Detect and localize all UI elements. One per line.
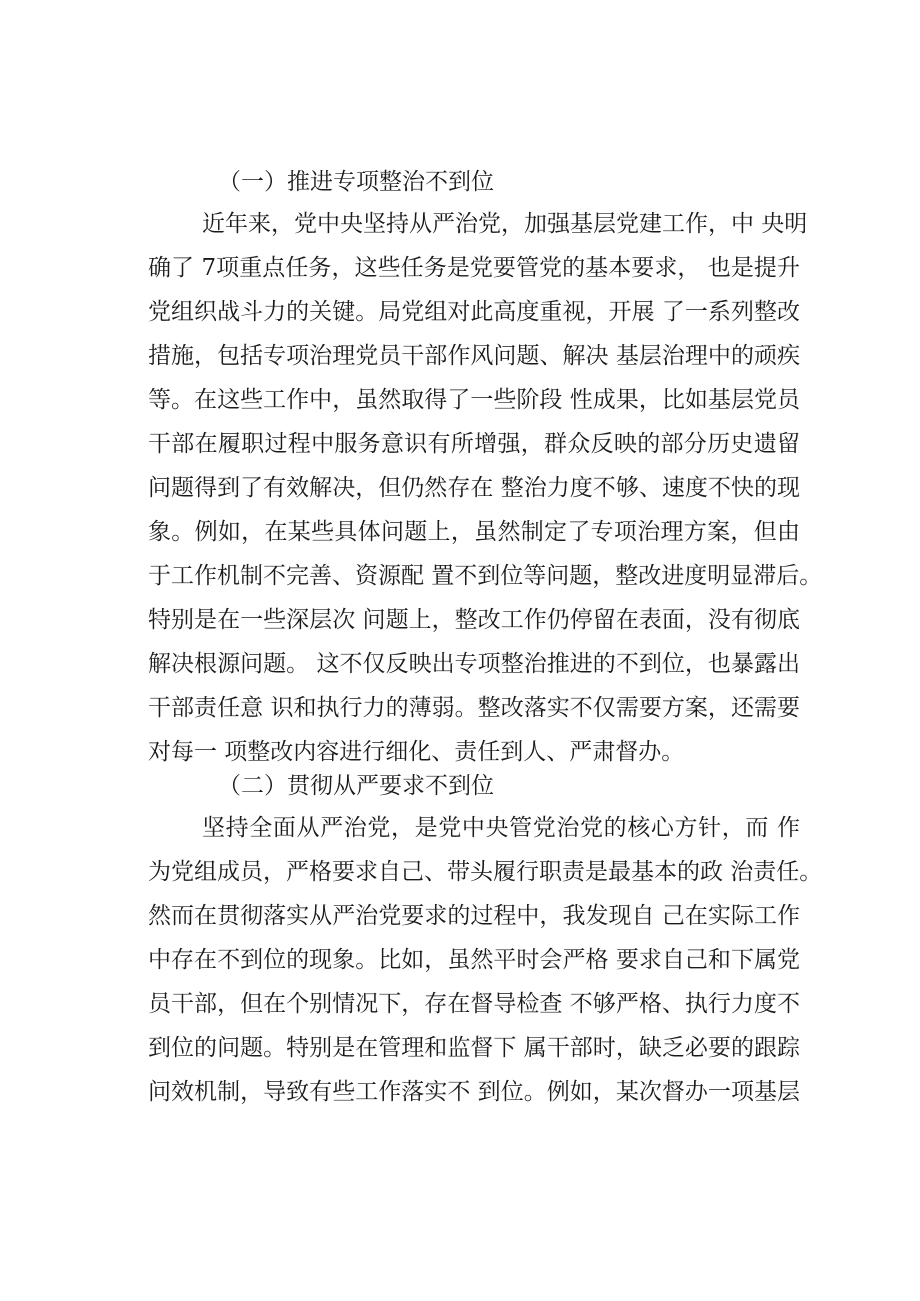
paragraph-line: 到位的问题。特别是在管理和监督下 属干部时，缺乏必要的跟踪 [148, 1035, 800, 1061]
paragraph-line: 对每一 项整改内容进行细化、责任到人、严肃督办。 [148, 739, 685, 765]
paragraph-line: 为党组成员，严格要求自己、带头履行职责是最基本的政 治责任。 [148, 859, 823, 885]
paragraph-line: 干部责任意 识和执行力的薄弱。整改落实不仅需要方案，还需要 [148, 695, 800, 721]
paragraph-line: 问效机制，导致有些工作落实不 到位。例如，某次督办一项基层 [148, 1079, 800, 1105]
paragraph-line: 特别是在一些深层次 问题上，整改工作仍停留在表面，没有彻底 [148, 607, 800, 633]
paragraph-line: 近年来，党中央坚持从严治党，加强基层党建工作，中 央明 [202, 211, 808, 237]
paragraph-line: 然而在贯彻落实从严治党要求的过程中，我发现自 己在实际工作 [148, 903, 800, 929]
paragraph-line: 象。例如，在某些具体问题上，虽然制定了专项治理方案，但由 [148, 519, 800, 545]
paragraph-line: 等。在这些工作中，虽然取得了一些阶段 性成果，比如基层党员 [148, 387, 800, 413]
paragraph-line: 坚持全面从严治党，是党中央管党治党的核心方针，而 作 [202, 815, 800, 841]
paragraph-line: 中存在不到位的现象。比如，虽然平时会严格 要求自己和下属党 [148, 947, 800, 973]
paragraph-line: 确了 7项重点任务，这些任务是党要管党的基本要求， 也是提升 [148, 255, 800, 281]
paragraph-line: 于工作机制不完善、资源配 置不到位等问题，整改进度明显滞后。 [148, 563, 823, 589]
paragraph-line: 党组织战斗力的关键。局党组对此高度重视，开展 了一系列整改 [148, 299, 800, 325]
paragraph-line: 解决根源问题。 这不仅反映出专项整治推进的不到位，也暴露出 [148, 651, 800, 677]
section-heading-1: （一）推进专项整治不到位 [218, 169, 494, 195]
paragraph-line: 员干部，但在个别情况下，存在督导检查 不够严格、执行力度不 [148, 991, 800, 1017]
paragraph-line: 措施，包括专项治理党员干部作风问题、解决 基层治理中的顽疾 [148, 343, 800, 369]
section-heading-2: （二）贯彻从严要求不到位 [218, 773, 494, 799]
paragraph-line: 问题得到了有效解决，但仍然存在 整治力度不够、速度不快的现 [148, 475, 800, 501]
paragraph-line: 干部在履职过程中服务意识有所增强，群众反映的部分历史遗留 [148, 431, 800, 457]
